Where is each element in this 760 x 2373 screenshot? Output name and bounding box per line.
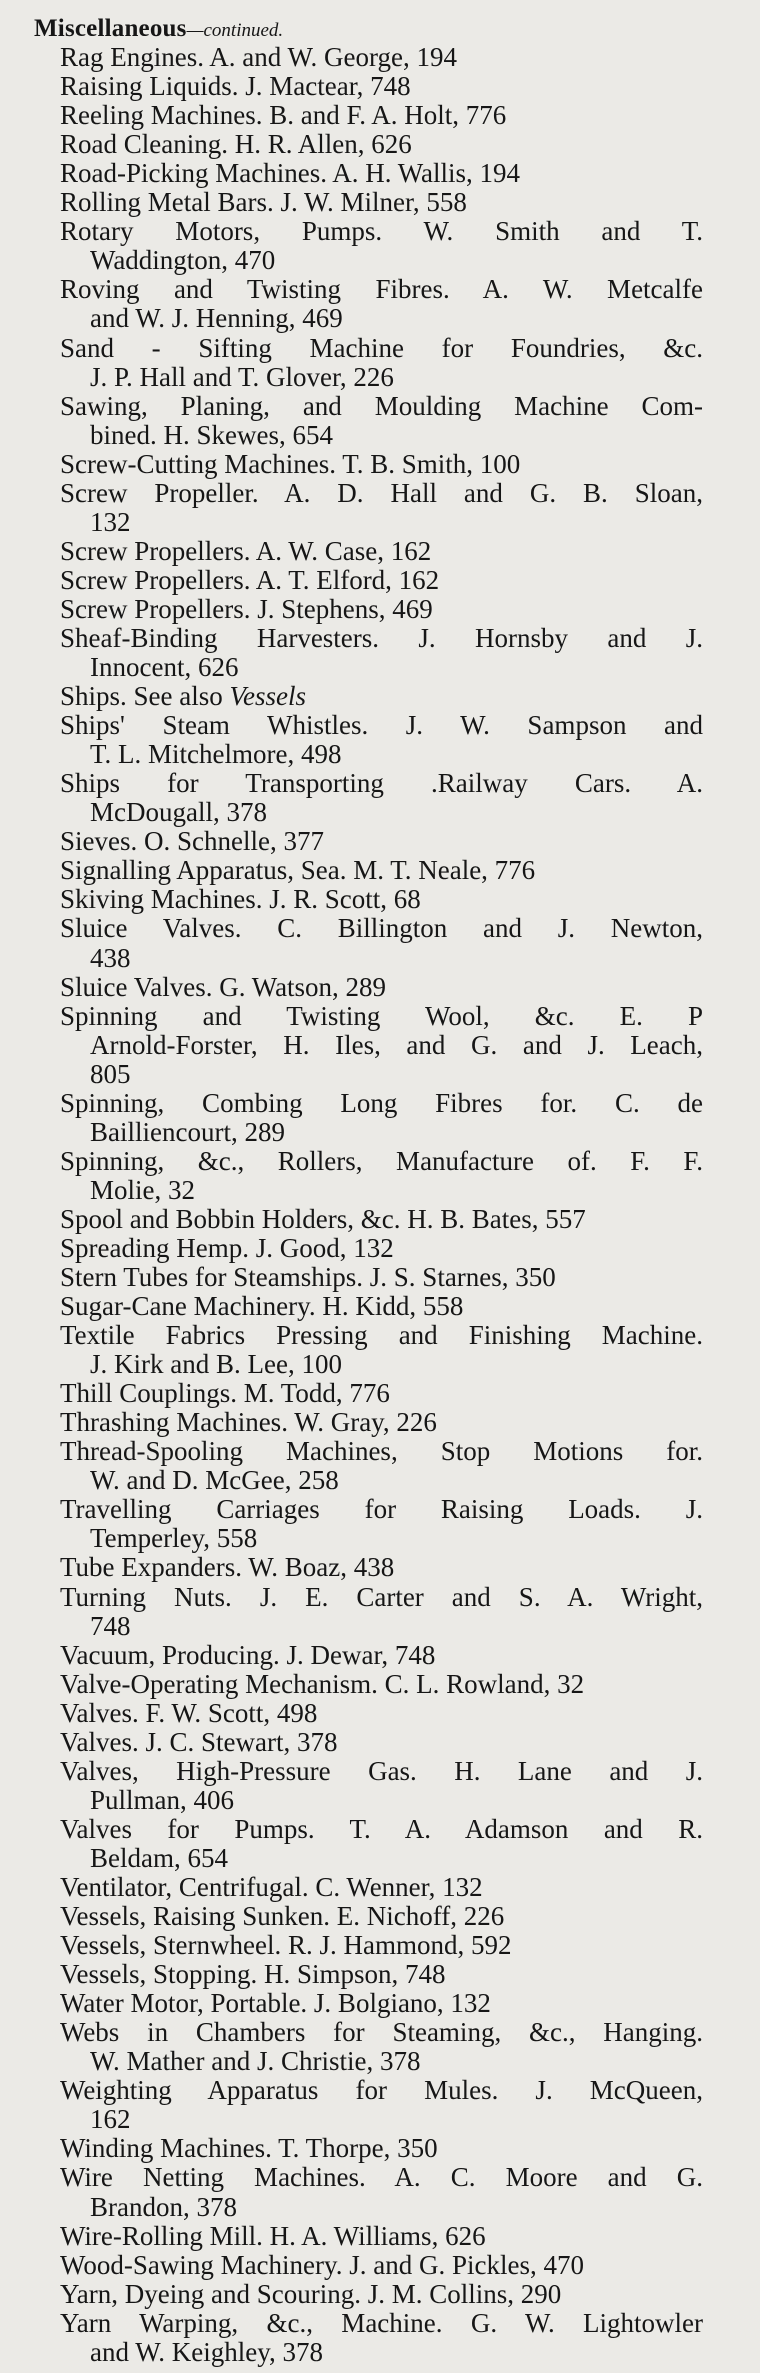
entry-continuation-line: [60, 1844, 703, 1873]
index-entry: [60, 2134, 703, 2163]
entry-text: Sawing, Planing, and Moulding Machine Com-: [60, 390, 703, 421]
entry-text: Weighting Apparatus for Mules. J. McQueen,: [60, 2075, 703, 2106]
entry-line: [60, 334, 703, 363]
entry-text: Sluice Valves. G. Watson, 289: [60, 971, 387, 1002]
index-entry: [60, 130, 703, 159]
entry-line: [60, 2134, 703, 2163]
entry-text: J. P. Hall and T. Glover, 226: [90, 361, 394, 392]
entry-text: Innocent, 626: [90, 652, 239, 683]
entry-line: [60, 1902, 703, 1931]
entry-text: Vessels, Stopping. H. Simpson, 748: [60, 1959, 446, 1990]
entry-text: Road-Picking Machines. A. H. Wallis, 194: [60, 158, 521, 189]
entry-line: [60, 72, 703, 101]
entry-line: [60, 1583, 703, 1612]
entry-text: Sieves. O. Schnelle, 377: [60, 826, 324, 857]
entry-line: [60, 1408, 703, 1437]
index-entry: [60, 101, 703, 130]
entry-text: 132: [90, 506, 131, 537]
entry-text: Yarn, Dyeing and Scouring. J. M. Collins, 290: [60, 2278, 562, 2309]
entry-line: [60, 537, 703, 566]
entry-text: Valves. J. C. Stewart, 378: [60, 1726, 338, 1757]
entry-continuation-line: [60, 653, 703, 682]
section-heading: [34, 14, 760, 43]
index-entry: [60, 769, 703, 827]
entry-text: Thread-Spooling Machines, Stop Motions for.: [60, 1436, 703, 1467]
entry-line: [60, 1002, 703, 1031]
entry-continuation-line: [60, 1118, 703, 1147]
entry-line: [60, 566, 703, 595]
entry-line: [60, 159, 703, 188]
index-entry: [60, 43, 703, 72]
entry-text: Signalling Apparatus, Sea. M. T. Neale, 776: [60, 855, 536, 886]
entry-text: Rotary Motors, Pumps. W. Smith and T.: [60, 216, 703, 247]
entry-text: Tube Expanders. W. Boaz, 438: [60, 1552, 395, 1583]
entry-continuation-line: [60, 944, 703, 973]
entry-text: Stern Tubes for Steamships. J. S. Starnes, 350: [60, 1262, 556, 1293]
entry-line: [60, 1234, 703, 1263]
entry-text: Pullman, 406: [90, 1784, 235, 1815]
entry-line: [60, 1815, 703, 1844]
entry-line: [60, 1437, 703, 1466]
entry-continuation-line: [60, 1176, 703, 1205]
entry-line: [60, 1263, 703, 1292]
index-entry: [60, 72, 703, 101]
index-entry: [60, 1292, 703, 1321]
index-entry: [60, 1263, 703, 1292]
entry-text: bined. H. Skewes, 654: [90, 419, 333, 450]
index-entries: [0, 43, 760, 2367]
entry-text: Webs in Chambers for Steaming, &c., Hanging.: [60, 2017, 703, 2048]
entry-text: and W. Keighley, 378: [90, 2336, 323, 2367]
index-entry: [60, 1728, 703, 1757]
index-entry: [60, 1670, 703, 1699]
entry-line: [60, 1873, 703, 1902]
entry-text: Bailliencourt, 289: [90, 1116, 285, 1147]
entry-text: Spinning, Combing Long Fibres for. C. de: [60, 1087, 703, 1118]
index-entry: [60, 2163, 703, 2221]
section-continued-note: —continued.: [186, 20, 284, 41]
entry-continuation-line: [60, 1524, 703, 1553]
entry-text: Screw-Cutting Machines. T. B. Smith, 100: [60, 448, 521, 479]
entry-text: Screw Propellers. A. W. Case, 162: [60, 535, 432, 566]
entry-text: 748: [90, 1610, 131, 1641]
index-entry: [60, 682, 703, 711]
entry-line: [60, 2222, 703, 2251]
entry-line: [60, 101, 703, 130]
entry-text: Spool and Bobbin Holders, &c. H. B. Bates, 557: [60, 1203, 586, 1234]
entry-text: Sluice Valves. C. Billington and J. Newton,: [60, 913, 703, 944]
index-entry: [60, 1437, 703, 1495]
entry-line: [60, 2280, 703, 2309]
entry-continuation-line: [60, 1031, 703, 1060]
entry-text: Vessels, Sternwheel. R. J. Hammond, 592: [60, 1930, 512, 1961]
entry-line: [60, 769, 703, 798]
index-entry: [60, 1147, 703, 1205]
entry-continuation-line: [60, 2105, 703, 2134]
entry-line: [60, 1205, 703, 1234]
entry-text: Roving and Twisting Fibres. A. W. Metcalfe: [60, 274, 703, 305]
entry-text: Sugar-Cane Machinery. H. Kidd, 558: [60, 1291, 464, 1322]
index-entry: [60, 973, 703, 1002]
entry-text: Rolling Metal Bars. J. W. Milner, 558: [60, 187, 467, 218]
entry-text: Ships. See also: [60, 681, 230, 712]
entry-text: Water Motor, Portable. J. Bolgiano, 132: [60, 1988, 491, 2019]
entry-text: T. L. Mitchelmore, 498: [90, 739, 342, 770]
entry-text: Yarn Warping, &c., Machine. G. W. Lightowler: [60, 2307, 703, 2338]
index-entry: [60, 334, 703, 392]
entry-line: [60, 1931, 703, 1960]
entry-continuation-line: [60, 2193, 703, 2222]
cross-reference: Vessels: [229, 681, 307, 712]
index-entry: [60, 2251, 703, 2280]
entry-text: Rag Engines. A. and W. George, 194: [60, 42, 457, 73]
entry-line: [60, 827, 703, 856]
index-entry: [60, 2280, 703, 2309]
index-entry: [60, 1902, 703, 1931]
entry-text: Ships' Steam Whistles. J. W. Sampson and: [60, 710, 703, 741]
index-entry: [60, 537, 703, 566]
entry-text: Reeling Machines. B. and F. A. Holt, 776: [60, 100, 507, 131]
entry-line: [60, 973, 703, 1002]
entry-line: [60, 1379, 703, 1408]
index-entry: [60, 1641, 703, 1670]
entry-text: 805: [90, 1058, 131, 1089]
entry-text: Raising Liquids. J. Mactear, 748: [60, 71, 411, 102]
index-entry: [60, 1495, 703, 1553]
index-entry: [60, 1757, 703, 1815]
entry-text: Sand - Sifting Machine for Foundries, &c.: [60, 332, 703, 363]
entry-text: Road Cleaning. H. R. Allen, 626: [60, 129, 412, 160]
entry-text: McDougall, 378: [90, 797, 267, 828]
index-entry: [60, 711, 703, 769]
entry-text: Screw Propeller. A. D. Hall and G. B. Sloan,: [60, 477, 703, 508]
entry-text: Screw Propellers. J. Stephens, 469: [60, 593, 433, 624]
index-entry: [60, 1960, 703, 1989]
index-entry: [60, 188, 703, 217]
entry-line: [60, 885, 703, 914]
entry-line: [60, 479, 703, 508]
index-entry: [60, 1699, 703, 1728]
entry-line: [60, 1960, 703, 1989]
entry-line: [60, 1641, 703, 1670]
entry-text: Thrashing Machines. W. Gray, 226: [60, 1407, 437, 1438]
entry-text: Wire-Rolling Mill. H. A. Williams, 626: [60, 2220, 486, 2251]
entry-line: [60, 1495, 703, 1524]
entry-line: [60, 2251, 703, 2280]
entry-text: Valves. F. W. Scott, 498: [60, 1697, 318, 1728]
entry-line: [60, 392, 703, 421]
entry-continuation-line: [60, 246, 703, 275]
entry-line: [60, 624, 703, 653]
index-entry: [60, 566, 703, 595]
entry-line: [60, 1321, 703, 1350]
entry-line: [60, 1089, 703, 1118]
index-entry: [60, 2309, 703, 2367]
entry-text: Brandon, 378: [90, 2191, 237, 2222]
section-title: Miscellaneous: [34, 15, 187, 42]
entry-text: Temperley, 558: [90, 1523, 258, 1554]
index-entry: [60, 392, 703, 450]
entry-text: J. Kirk and B. Lee, 100: [90, 1349, 342, 1380]
entry-text: Ships for Transporting .Railway Cars. A.: [60, 768, 703, 799]
entry-text: Ventilator, Centrifugal. C. Wenner, 132: [60, 1872, 483, 1902]
entry-text: Wire Netting Machines. A. C. Moore and G.: [60, 2162, 703, 2193]
entry-line: [60, 130, 703, 159]
entry-text: W. Mather and J. Christie, 378: [90, 2046, 421, 2077]
index-entry: [60, 595, 703, 624]
entry-text: Screw Propellers. A. T. Elford, 162: [60, 564, 440, 595]
index-entry: [60, 914, 703, 972]
entry-continuation-line: [60, 1612, 703, 1641]
index-entry: [60, 1205, 703, 1234]
entry-text: 162: [90, 2104, 131, 2135]
entry-line: [60, 2163, 703, 2192]
entry-line: [60, 1553, 703, 1582]
index-entry: [60, 1379, 703, 1408]
index-entry: [60, 479, 703, 537]
entry-text: Turning Nuts. J. E. Carter and S. A. Wright,: [60, 1581, 703, 1612]
entry-text: Thill Couplings. M. Todd, 776: [60, 1378, 390, 1409]
entry-line: [60, 2018, 703, 2047]
entry-text: W. and D. McGee, 258: [90, 1465, 339, 1496]
entry-text: and W. J. Henning, 469: [90, 303, 343, 334]
index-entry: [60, 856, 703, 885]
entry-line: [60, 682, 703, 711]
index-entry: [60, 1234, 703, 1263]
entry-continuation-line: [60, 2047, 703, 2076]
entry-continuation-line: [60, 363, 703, 392]
index-entry: [60, 885, 703, 914]
index-entry: [60, 2222, 703, 2251]
entry-text: Vessels, Raising Sunken. E. Nichoff, 226: [60, 1901, 505, 1932]
index-entry: [60, 1989, 703, 2018]
index-entry: [60, 159, 703, 188]
entry-line: [60, 188, 703, 217]
entry-continuation-line: [60, 1466, 703, 1495]
entry-continuation-line: [60, 1350, 703, 1379]
entry-continuation-line: [60, 304, 703, 333]
index-entry: [60, 1931, 703, 1960]
entry-text: Valves for Pumps. T. A. Adamson and R.: [60, 1813, 703, 1844]
entry-line: [60, 1670, 703, 1699]
index-entry: [60, 1873, 703, 1902]
index-entry: [60, 1321, 703, 1379]
entry-line: [60, 711, 703, 740]
entry-text: 438: [90, 942, 131, 973]
index-entry: [60, 217, 703, 275]
entry-text: Textile Fabrics Pressing and Finishing Machine.: [60, 1320, 703, 1351]
entry-text: Spinning and Twisting Wool, &c. E. P: [60, 1000, 703, 1031]
index-entry: [60, 1815, 703, 1873]
entry-text: Molie, 32: [90, 1174, 195, 1205]
entry-line: [60, 914, 703, 943]
entry-text: Valves, High-Pressure Gas. H. Lane and J.: [60, 1755, 703, 1786]
entry-text: Spinning, &c., Rollers, Manufacture of. F. F.: [60, 1145, 703, 1176]
entry-text: Vacuum, Producing. J. Dewar, 748: [60, 1639, 436, 1670]
index-entry: [60, 1408, 703, 1437]
entry-text: Waddington, 470: [90, 245, 276, 276]
entry-line: [60, 1699, 703, 1728]
index-entry: [60, 275, 703, 333]
entry-text: Winding Machines. T. Thorpe, 350: [60, 2133, 438, 2164]
entry-text: Arnold-Forster, H. Iles, and G. and J. Leach,: [90, 1029, 703, 1060]
entry-text: Travelling Carriages for Raising Loads. J.: [60, 1494, 703, 1525]
entry-line: [60, 2309, 703, 2338]
entry-text: Spreading Hemp. J. Good, 132: [60, 1232, 394, 1263]
entry-continuation-line: [60, 740, 703, 769]
entry-line: [60, 2076, 703, 2105]
entry-text: Sheaf-Binding Harvesters. J. Hornsby and J.: [60, 622, 703, 653]
index-entry: [60, 1002, 703, 1089]
entry-text: Wood-Sawing Machinery. J. and G. Pickles, 470: [60, 2249, 584, 2280]
entry-line: [60, 43, 703, 72]
entry-line: [60, 217, 703, 246]
index-entry: [60, 2018, 703, 2076]
entry-line: [60, 1728, 703, 1757]
index-entry: [60, 450, 703, 479]
index-entry: [60, 827, 703, 856]
entry-line: [60, 856, 703, 885]
entry-continuation-line: [60, 421, 703, 450]
entry-continuation-line: [60, 1060, 703, 1089]
entry-line: [60, 1292, 703, 1321]
entry-continuation-line: [60, 1786, 703, 1815]
entry-line: [60, 595, 703, 624]
index-entry: [60, 1583, 703, 1641]
index-entry: [60, 1089, 703, 1147]
index-entry: [60, 1553, 703, 1582]
entry-continuation-line: [60, 798, 703, 827]
entry-continuation-line: [60, 508, 703, 537]
entry-continuation-line: [60, 2338, 703, 2367]
index-entry: [60, 2076, 703, 2134]
entry-text: Valve-Operating Mechanism. C. L. Rowland, 32: [60, 1668, 585, 1699]
entry-text: Beldam, 654: [90, 1842, 228, 1873]
entry-line: [60, 1757, 703, 1786]
entry-line: [60, 1989, 703, 2018]
index-entry: [60, 624, 703, 682]
entry-text: Skiving Machines. J. R. Scott, 68: [60, 884, 421, 915]
entry-line: [60, 275, 703, 304]
entry-line: [60, 1147, 703, 1176]
entry-line: [60, 450, 703, 479]
